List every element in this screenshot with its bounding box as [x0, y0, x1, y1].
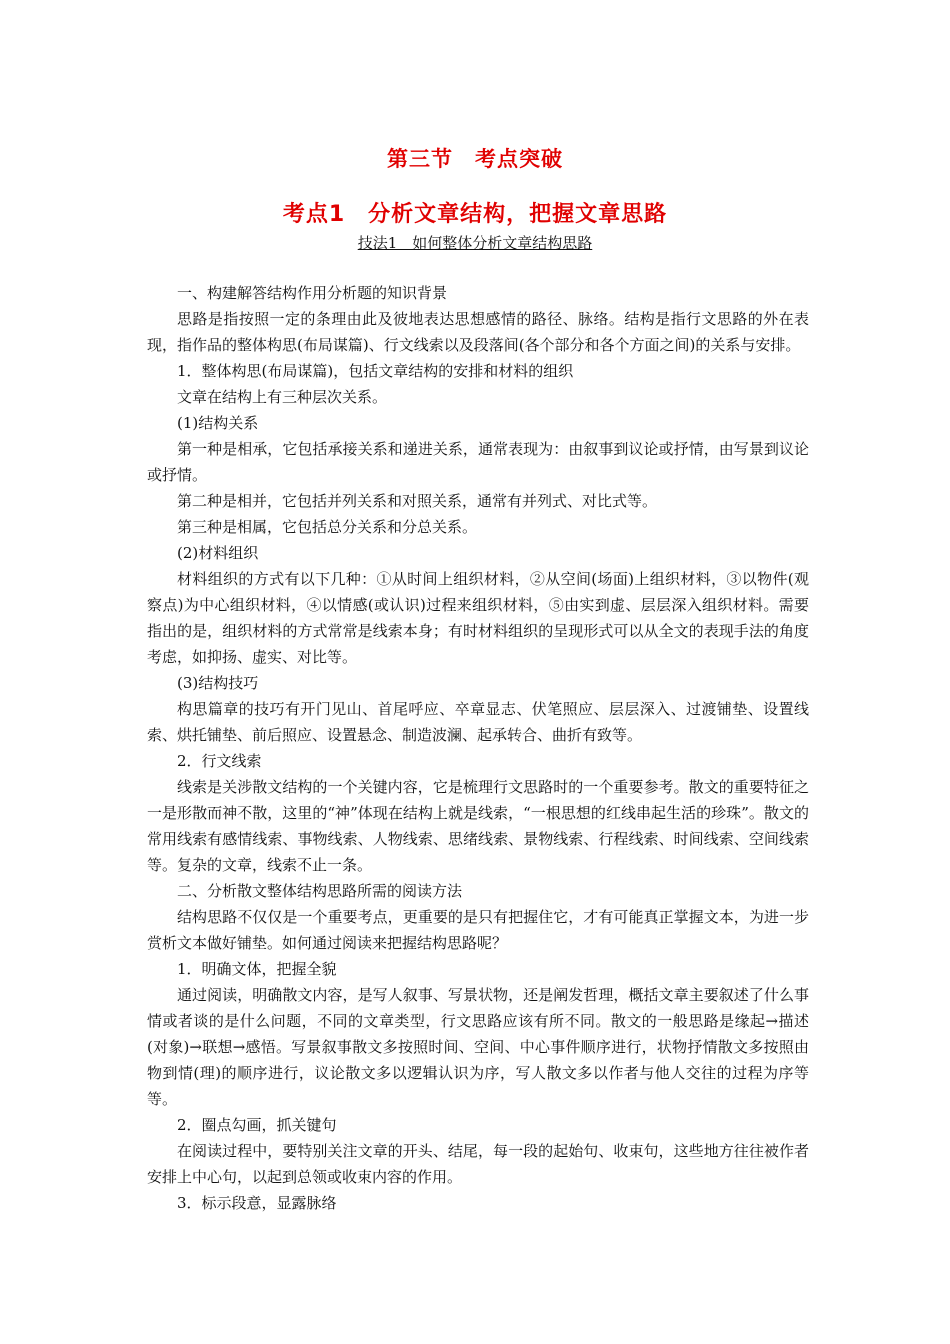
- paragraph: 思路是指按照一定的条理由此及彼地表达思想感情的路径、脉络。结构是指行文思路的外在表现，指作品的整体构思(布局谋篇)、行文线索以及段落间(各个部分和各个方面之间)的关系与安排。: [147, 310, 809, 354]
- heading-one: 一、构建解答结构作用分析题的知识背景: [177, 284, 448, 302]
- subheading: 1．整体构思(布局谋篇)，包括文章结构的安排和材料的组织: [177, 362, 574, 380]
- section-title: 第三节 考点突破: [387, 147, 563, 171]
- body-text: [147, 280, 809, 1216]
- subheading: 1．明确文体，把握全貌: [177, 960, 337, 978]
- paragraph: 材料组织的方式有以下几种：①从时间上组织材料，②从空间(场面)上组织材料，③以物件(观察点)为中心组织材料，④以情感(或认识)过程来组织材料，⑤由实到虚、层层深入组织材料。需要指出的是，组织材料的方式常常是线索本身；有时材料组织的呈现形式可以从全文的表现手法的角度考虑，如抑扬、虚实、对比等。: [147, 570, 809, 666]
- technique-title: [0, 232, 950, 253]
- subheading: (1)结构关系: [177, 414, 259, 432]
- paragraph: 通过阅读，明确散文内容，是写人叙事、写景状物，还是阐发哲理，概括文章主要叙述了什么事情或者谈的是什么问题，不同的文章类型，行文思路应该有所不同。散文的一般思路是缘起→描述(对象)→联想→感悟。写景叙事散文多按照时间、空间、中心事件顺序进行，状物抒情散文多按照由物到情(理)的顺序进行，议论散文多以逻辑认识为序，写人散文多以作者与他人交往的过程为序等等。: [147, 986, 809, 1108]
- paragraph: 在阅读过程中，要特别关注文章的开头、结尾，每一段的起始句、收束句，这些地方往往被作者安排上中心句，以起到总领或收束内容的作用。: [147, 1142, 809, 1186]
- subheading: (2)材料组织: [177, 544, 259, 562]
- subheading: 2．圈点勾画，抓关键句: [177, 1116, 337, 1134]
- subheading: 2．行文线索: [177, 752, 262, 770]
- paragraph: 第二种是相并，它包括并列关系和对照关系，通常有并列式、对比式等。: [177, 492, 658, 510]
- paragraph: 第三种是相属，它包括总分关系和分总关系。: [177, 518, 478, 536]
- technique-title-text: 技法1 如何整体分析文章结构思路: [357, 234, 593, 252]
- heading-two: 二、分析散文整体结构思路所需的阅读方法: [177, 882, 463, 900]
- topic-title: 考点1 分析文章结构，把握文章思路: [282, 202, 668, 227]
- paragraph: 第一种是相承，它包括承接关系和递进关系，通常表现为：由叙事到议论或抒情，由写景到议论或抒情。: [147, 440, 809, 484]
- subheading: 3．标示段意，显露脉络: [177, 1194, 337, 1212]
- subheading: (3)结构技巧: [177, 674, 259, 692]
- paragraph: 构思篇章的技巧有开门见山、首尾呼应、卒章显志、伏笔照应、层层深入、过渡铺垫、设置线索、烘托铺垫、前后照应、设置悬念、制造波澜、起承转合、曲折有致等。: [147, 700, 809, 744]
- paragraph: 文章在结构上有三种层次关系。: [177, 388, 388, 406]
- paragraph: 结构思路不仅仅是一个重要考点，更重要的是只有把握住它，才有可能真正掌握文本，为进一步赏析文本做好铺垫。如何通过阅读来把握结构思路呢？: [147, 908, 809, 952]
- paragraph: 线索是关涉散文结构的一个关键内容，它是梳理行文思路时的一个重要参考。散文的重要特征之一是形散而神不散，这里的“神”体现在结构上就是线索，“一根思想的红线串起生活的珍珠”。散文的常用线索有感情线索、事物线索、人物线索、思绪线索、景物线索、行程线索、时间线索、空间线索等。复杂的文章，线索不止一条。: [147, 778, 809, 874]
